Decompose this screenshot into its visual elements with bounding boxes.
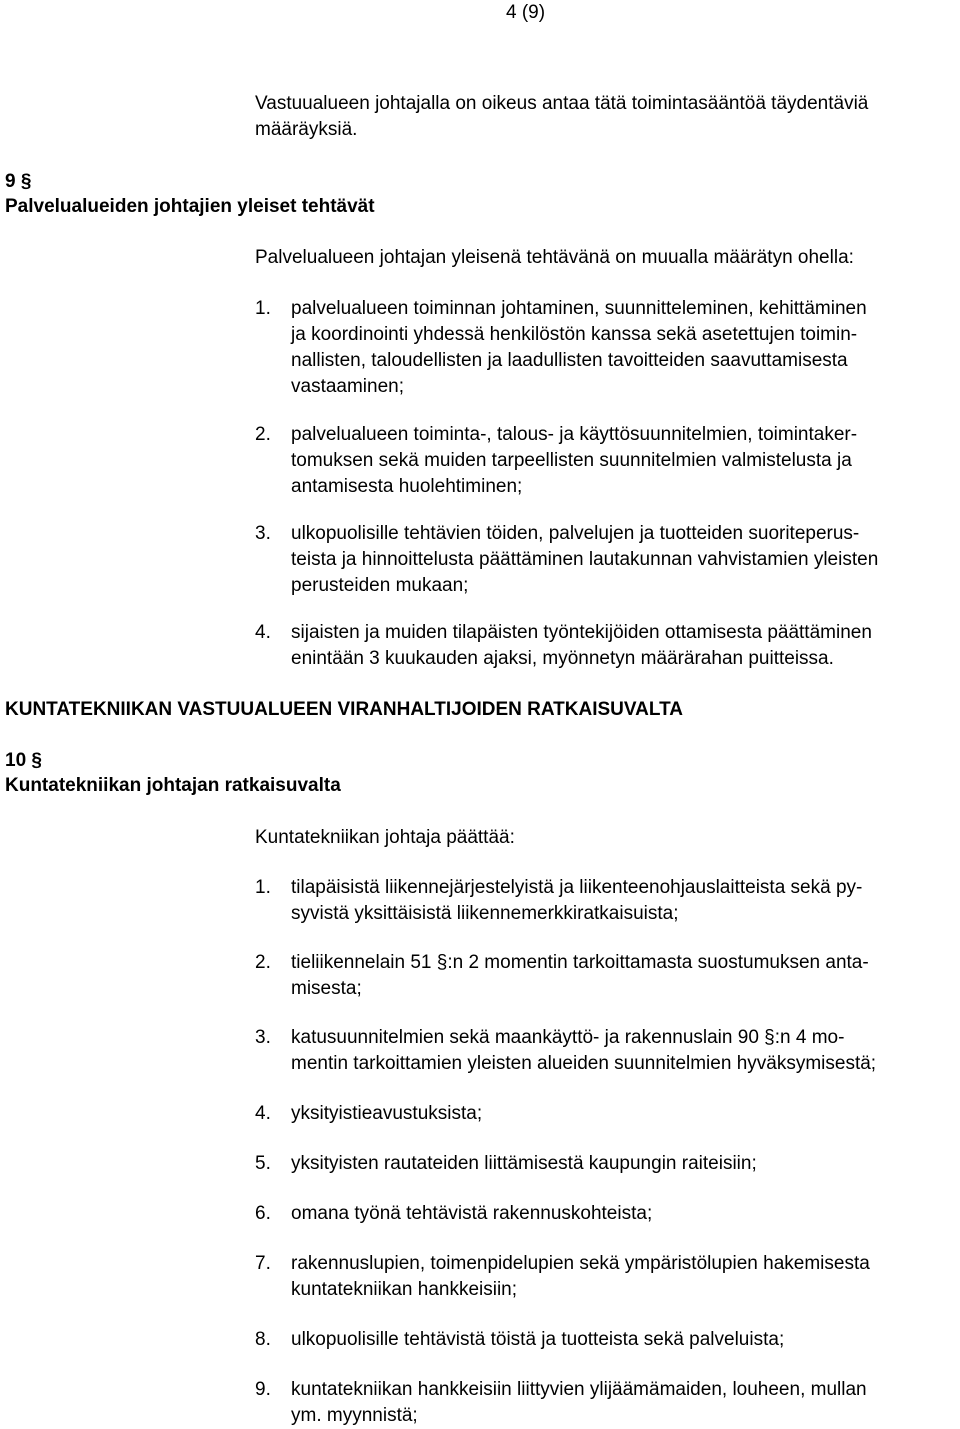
item-text-line: tilapäisistä liikennejärjestelyistä ja liikenteenohjauslaitteista sekä py- [291, 877, 863, 898]
item-text-line: misesta; [291, 978, 362, 999]
item-number: 6. [255, 1203, 271, 1224]
major-heading: KUNTATEKNIIKAN VASTUUALUEEN VIRANHALTIJOIDEN RATKAISUVALTA [5, 699, 683, 720]
section-9-lead: Palvelualueen johtajan yleisenä tehtävänä on muualla määrätyn ohella: [255, 247, 854, 268]
item-text-line: sijaisten ja muiden tilapäisten työntekijöiden ottamisesta päättäminen [291, 622, 872, 643]
item-number: 4. [255, 1103, 271, 1124]
item-text-line: ulkopuolisille tehtävistä töistä ja tuotteista sekä palveluista; [291, 1329, 785, 1350]
item-text-line: tomuksen sekä muiden tarpeellisten suunnitelmien valmistelusta ja [291, 450, 852, 471]
item-number: 2. [255, 424, 271, 445]
item-text-line: rakennuslupien, toimenpidelupien sekä ympäristölupien hakemisesta [291, 1253, 870, 1274]
item-text-line: enintään 3 kuukauden ajaksi, myönnetyn määrärahan puitteissa. [291, 648, 834, 669]
section-10-number: 10 § [5, 750, 42, 771]
item-number: 3. [255, 523, 271, 544]
item-text-line: palvelualueen toiminta-, talous- ja käyttösuunnitelmien, toimintaker- [291, 424, 858, 445]
item-text-line: katusuunnitelmien sekä maankäyttö- ja rakennuslain 90 §:n 4 mo- [291, 1027, 845, 1048]
item-number: 5. [255, 1153, 271, 1174]
section-10-lead: Kuntatekniikan johtaja päättää: [255, 827, 515, 848]
item-text-line: yksityistieavustuksista; [291, 1103, 483, 1124]
item-number: 1. [255, 877, 271, 898]
intro-line-1: Vastuualueen johtajalla on oikeus antaa tätä toimintasääntöä täydentäviä [255, 93, 869, 114]
section-10-title: Kuntatekniikan johtajan ratkaisuvalta [5, 775, 341, 796]
item-text-line: vastaaminen; [291, 376, 405, 397]
item-number: 8. [255, 1329, 271, 1350]
item-text-line: syvistä yksittäisistä liikennemerkkiratkaisuista; [291, 903, 679, 924]
page-number: 4 (9) [506, 2, 546, 23]
item-text-line: tieliikennelain 51 §:n 2 momentin tarkoittamasta suostumuksen anta- [291, 952, 869, 973]
item-number: 2. [255, 952, 271, 973]
item-text-line: perusteiden mukaan; [291, 575, 469, 596]
section-9-number: 9 § [5, 171, 32, 192]
intro-line-2: määräyksiä. [255, 119, 358, 140]
item-text-line: palvelualueen toiminnan johtaminen, suunnitteleminen, kehittäminen [291, 298, 867, 319]
item-number: 1. [255, 298, 271, 319]
item-text-line: kuntatekniikan hankkeisiin liittyvien ylijäämämaiden, louheen, mullan [291, 1379, 867, 1400]
item-text-line: ulkopuolisille tehtävien töiden, palvelujen ja tuotteiden suoriteperus- [291, 523, 860, 544]
item-text-line: omana työnä tehtävistä rakennuskohteista; [291, 1203, 653, 1224]
item-text-line: ja koordinointi yhdessä henkilöstön kanssa sekä asetettujen toimin- [291, 324, 858, 345]
item-text-line: ym. myynnistä; [291, 1405, 418, 1426]
item-text-line: kuntatekniikan hankkeisiin; [291, 1279, 518, 1300]
item-text-line: teista ja hinnoittelusta päättäminen lautakunnan vahvistamien yleisten [291, 549, 879, 570]
item-text-line: mentin tarkoittamien yleisten alueiden suunnitelmien hyväksymisestä; [291, 1053, 877, 1074]
section-9-title: Palvelualueiden johtajien yleiset tehtävät [5, 196, 375, 217]
item-text-line: antamisesta huolehtiminen; [291, 476, 523, 497]
item-number: 7. [255, 1253, 271, 1274]
item-number: 4. [255, 622, 271, 643]
item-number: 3. [255, 1027, 271, 1048]
item-number: 9. [255, 1379, 271, 1400]
item-text-line: yksityisten rautateiden liittämisestä kaupungin raiteisiin; [291, 1153, 757, 1174]
item-text-line: nallisten, taloudellisten ja laadullisten tavoitteiden saavuttamisesta [291, 350, 848, 371]
